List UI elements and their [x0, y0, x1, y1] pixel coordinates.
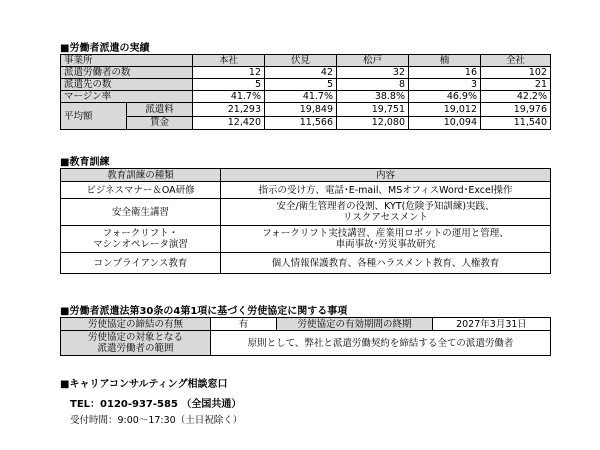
type-line: マシンオペレータ演習 — [93, 239, 188, 250]
agreement-value: 有 — [211, 318, 277, 331]
label-line: 労使協定の対象となる — [87, 332, 183, 343]
training-type — [61, 226, 221, 253]
header-office: 事業所 — [61, 55, 193, 67]
avg-label: 平均額 — [61, 103, 127, 130]
cell: 41.7% — [265, 91, 337, 103]
header-kusu: 楠 — [409, 55, 481, 67]
row-label: 派遣先の数 — [61, 79, 193, 91]
cell: 11,566 — [265, 116, 337, 130]
content-line: 安全/衛生管理者の役割、KYT(危険予知訓練)実践、 — [276, 201, 495, 212]
row-label: 派遣料 — [127, 103, 193, 117]
cell: 12 — [193, 67, 265, 79]
table-row — [61, 116, 551, 130]
training-content: 個人情報保護教育、各種ハラスメント教育、人権教育 — [221, 253, 551, 274]
table-header-row — [61, 55, 551, 67]
table-row — [61, 331, 551, 356]
validity-label: 労使協定の有効期間の終期 — [277, 318, 433, 331]
dispatch-results-title: ■労働者派遣の実績 — [60, 43, 150, 54]
header-honsha: 本社 — [193, 55, 265, 67]
cell: 19,751 — [337, 103, 409, 117]
type-line: フォークリフト・ — [102, 228, 179, 239]
content-line: フォークリフト実技講習、産業用ロボットの運用と管理、 — [262, 228, 509, 239]
label-line: 派遣労働者の範囲 — [97, 343, 174, 354]
agreement-label: 労使協定の締結の有無 — [61, 318, 211, 331]
header-matsudo: 松戸 — [337, 55, 409, 67]
training-content: 指示の受け方、電話･E-mail、MSオフィスWord･Excel操作 — [221, 182, 551, 199]
scope-label — [61, 331, 211, 356]
labor-agreement-table — [60, 317, 551, 356]
header-total: 全社 — [481, 55, 551, 67]
cell: 3 — [409, 79, 481, 91]
cell: 102 — [481, 67, 551, 79]
table-row — [61, 79, 551, 91]
cell: 21,293 — [193, 103, 265, 117]
content-line: リスクアセスメント — [342, 212, 429, 223]
header-content: 内容 — [221, 169, 551, 182]
cell: 12,080 — [337, 116, 409, 130]
header-training-type: 教育訓練の種類 — [61, 169, 221, 182]
cell: 5 — [265, 79, 337, 91]
table-row — [61, 199, 551, 226]
table-row — [61, 91, 551, 103]
row-label: マージン率 — [61, 91, 193, 103]
labor-agreement-title: ■労働者派遣法第30条の4第1項に基づく労使協定に関する事項 — [60, 306, 348, 317]
cell: 5 — [193, 79, 265, 91]
training-table — [60, 168, 551, 274]
cell: 11,540 — [481, 116, 551, 130]
cell: 19,012 — [409, 103, 481, 117]
cell: 16 — [409, 67, 481, 79]
career-consult-title: ■キャリアコンサルティング相談窓口 — [60, 379, 228, 390]
training-content — [221, 199, 551, 226]
header-fushimi: 伏見 — [265, 55, 337, 67]
table-header-row — [61, 169, 551, 182]
reception-hours: 受付時間：9:00～17:30（土日祝除く） — [70, 415, 243, 426]
cell: 41.7% — [193, 91, 265, 103]
training-type: コンプライアンス教育 — [61, 253, 221, 274]
content-line: 車両事故･労災事故研究 — [335, 239, 436, 250]
cell: 19,976 — [481, 103, 551, 117]
table-row — [61, 67, 551, 79]
cell: 12,420 — [193, 116, 265, 130]
training-title: ■教育訓練 — [60, 157, 110, 168]
cell: 38.8% — [337, 91, 409, 103]
validity-value: 2027年3月31日 — [433, 318, 551, 331]
table-row — [61, 226, 551, 253]
training-type: ビジネスマナー＆OA研修 — [61, 182, 221, 199]
row-label: 賃金 — [127, 116, 193, 130]
cell: 10,094 — [409, 116, 481, 130]
table-row — [61, 103, 551, 117]
table-row — [61, 253, 551, 274]
cell: 19,849 — [265, 103, 337, 117]
cell: 42 — [265, 67, 337, 79]
cell: 8 — [337, 79, 409, 91]
training-type: 安全衛生講習 — [61, 199, 221, 226]
dispatch-results-table — [60, 54, 551, 130]
cell: 32 — [337, 67, 409, 79]
cell: 46.9% — [409, 91, 481, 103]
training-content — [221, 226, 551, 253]
cell: 42.2% — [481, 91, 551, 103]
row-label: 派遣労働者の数 — [61, 67, 193, 79]
scope-value: 原則として、弊社と派遣労働契約を締結する全ての派遣労働者 — [211, 331, 551, 356]
tel-number: TEL：0120-937-585 （全国共通） — [70, 399, 242, 410]
table-row — [61, 182, 551, 199]
table-row — [61, 318, 551, 331]
cell: 21 — [481, 79, 551, 91]
